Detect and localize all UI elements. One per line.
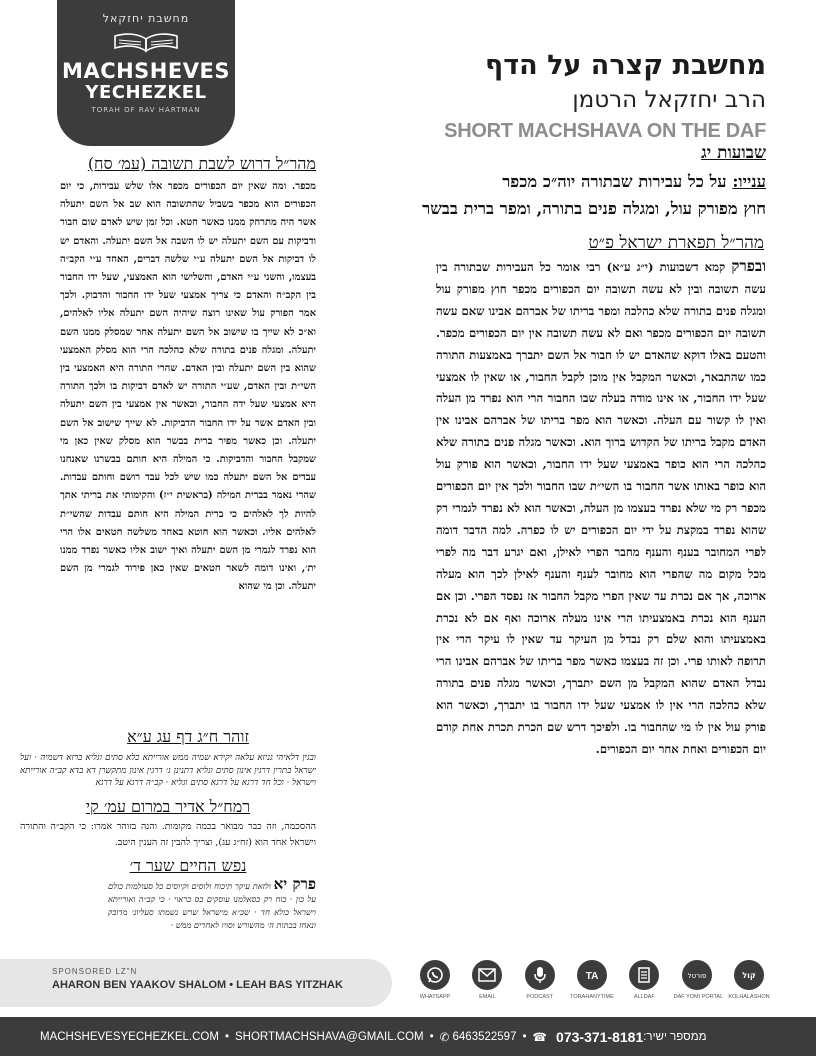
- daf-reference: שבועות יג: [701, 143, 766, 163]
- alldaf-icon: [629, 960, 659, 990]
- source-heading-maharal-drush: מהר״ל דרוש לשבת תשובה (עמ׳ סח): [87, 154, 316, 173]
- open-book-icon: [111, 31, 181, 53]
- dafyomi-portal-icon: [682, 960, 712, 990]
- link-email[interactable]: [464, 960, 510, 1012]
- svg-text:קול: קול: [742, 971, 756, 980]
- ramchal-text: ההסכמה, וזה כבר מבואר בכמה מקומות. והנה בזוהר אמרו: כי הקב״ה והתורה וישראל אחד הוא (זח״ג עג), וצריך להבין זה הענין היטב.: [20, 821, 316, 848]
- drush-text: מכפר. ומה שאין יום הכפורים מכפר אלו שלש עבירות, כי יום הכפורים הוא מכפר בשביל שהתשובה הוא שב אל השם יתעלה אשר היה מתרחק ממנו כאשר חטא. וכל זמן שיש לאדם שום חבור ודביקות עם השם יתעלה יש לו השבה אל השם יתעלה. והאדם יש לו דביקות אל השם יתעלה ע״י שלשה דברים, האחד ע״י הקב״ה בעצמו, והשני ע״י האדם, והשלישי הוא האמצעי, שעל ידו החבור בין הקב״ה והאדם כי צריך אמצעי שעל ידו החבור והדבוק. ולכך אמר הפורק עול שאינו רוצה שיהיה השם יתעלה אליו לאלהים, וא״כ לא שייך בו שישוב אל השם יתעלה אחר שמסלק ממנו השם יתעלה. ומגלה פנים בתורה שלא כהלכה הרי הוא מסלק האמצעי שהוא בין השם יתעלה ובין האדם. שהרי התורה היא האמצעי בין השי״ת ובין האדם, שע״י התורה יש לאדם דביקות בו ולכך התורה היא אמצעי שעל ידה החבור, וכאשר אין אמצעי בין השם יתעלה ובין האדם אשר על ידו החבור הדביקות. לא שייך שישוב אל השם יתעלה. וכן כאשר מפיר ברית בבשר הוא מסלק שאין כאן מי שמקבל החבור והדביקות. כי המילה היא חותם בבשרנו שאנחנו עבדים אל השם יתעלה כמו שיש לכל עבד רושם וחותם עבדות. שהרי נאמר בברית המילה (בראשית י״ז) והקימותי את בריתי אתך להיות לך לאלהים כי ברית המילה היא חותם עבדות שהשי״ת לאלהים אליו. וכאשר הוא חוטא באחד משלשה חטאים אלו הרי הוא נפרד לגמרי מן השם יתעלה ואיך ישוב אליו כאשר נפרד ממנו ית׳, ואינו דומה לשאר חטאים שאין כאן פירוד לגמרי מן השם יתעלה. וכן מי שהוא: [60, 181, 316, 593]
- svg-text:TA: TA: [585, 971, 599, 982]
- direct-number-label: ממספר ישיר:: [643, 1030, 707, 1043]
- kolhalashon-label: KOLHALASHON: [728, 994, 770, 1000]
- whatsapp-icon: [420, 960, 450, 990]
- torahanytime-icon: [577, 960, 607, 990]
- whatsapp-number[interactable]: 6463522597: [452, 1030, 517, 1043]
- whatsapp-small-icon: ✆: [439, 1031, 453, 1044]
- logo-hebrew: מחשבת יחזקאל: [102, 12, 190, 25]
- topic-block: [346, 168, 766, 222]
- topic-text-1: על כל עבירות שבתורה יוה״כ מכפר: [502, 172, 733, 191]
- footer-separator: •: [429, 1030, 434, 1043]
- logo-line-2: YECHEZKEL: [85, 82, 207, 103]
- phone-number[interactable]: 073-371-8181: [556, 1028, 644, 1045]
- dafyomi-portal-label: DAF YOMI PORTAL: [673, 994, 724, 1000]
- main-text-column: [436, 256, 766, 959]
- kolhalashon-icon: [734, 960, 764, 990]
- topic-line-2: חוץ מפורק עול, ומגלה פנים בתורה, ומפר ברית בבשר: [422, 199, 766, 218]
- zohar-text: ובגין דלאיהי גניזא עלאה יקירא שמיה ממש אורייתא כלא סתים וגליא ברזא דשמיה · ועל ישראל בתרין דרגין אינון סתים וגליא דתנינן ג׳ דרגין אינון מתקשרן דא בדא קב״ה אורייתא וישראל · וכל חד דרגא על דרגא סתים וגליא · קב״ה דרגא על דרגא: [20, 753, 316, 788]
- source-heading-maharal-tiferes: מהר״ל תפארת ישראל פ״ט: [588, 233, 764, 253]
- email-icon: [472, 960, 502, 990]
- main-text-body: קמא דשבועות (י״ג ע״א) רבי אומר כל העבירות שבתורה בין עשה תשובה ובין לא עשה תשובה יום הכפורים מכפר חוץ מפורק עול ומגלה פנים בתורה שלא כהלכה ומפר בריתו של אברהם אבינו שאם עשה תשובה יום הכפורים מכפר ואם לא עשה תשובה אין יום הכפורים מכפר. והטעם באלו דוקא שהאדם יש לו חבור אל השם יתברך באמצעות התורה כמו שהתבאר, וכאשר המקבל אין מוכן לקבל החבור, או שאין לו אמצעי שעל ידו החבור, או אינו מודה בעלה שבו החבור הרי הוא נפרד מן העלה ואין לו קשור עם העלה. וכאשר הוא מפר בריתו של אברהם אבינו אין האדם מקבל בריתו של הקדוש ברוך הוא. וכאשר מגלה פנים בתורה שלא כהלכה הרי הוא כופר באמצעי שעל ידו החבור, וכאשר הוא פורק עול הוא כופר באותו אשר החבור בו השי״ת שבו החבור ולכך אין יום הכפורים מכפר רק מי שלא נפרד בעצמו מן העלה, וכאשר הוא לא נפרד לגמרי רק שהוא נפרד במקצת על ידי יום הכפורים יש לו כפרה. למה הדבר דומה לפרי המחובר בענף והענף מחבר הפרי לאילן, ואם יגרע דבר מה לפרי מכל מקום מה שהפרי הוא מחובר לענף והענף לאילן לכך הוא מעלה ארוכה, אך אם נכרת עד שאין הפרי מקבל החבור אז נפסד הפרי. וכן אם הענף הוא נכרת באמצעיתו הרי אינו מעלה ארוכה ואף אם לא נכרת באמצעיתו והוא שלם רק נבדל מן העיקר עד שאין לו עיקר הרי אין תרופה לאותו פרי. וכן זה בעצמו כאשר מפר בריתו של אברהם אבינו הרי נבדל האדם שהוא המקבל מן השם יתברך, וכאשר מגלה פנים בתורה שלא כהלכה הרי אין לו אמצעי שעל ידו החבור בו יתברך, וכאשר הוא פורק עול אין לו מי שהחבור בו. ולפיכך דרש שם הכרת תכרת אחת קודם יום הכפורים ואחת אחר יום הכפורים.: [436, 260, 766, 756]
- podcast-icon: [525, 960, 555, 990]
- footer-separator: •: [522, 1030, 527, 1043]
- svg-text:פורטל: פורטל: [687, 972, 707, 980]
- topic-label: ענייו:: [732, 172, 766, 191]
- footer-separator: •: [224, 1030, 229, 1043]
- sponsor-banner: [0, 959, 392, 1007]
- podcast-label: PODCAST: [526, 994, 553, 1000]
- link-kolhalashon[interactable]: [726, 960, 772, 1012]
- source-heading-nefesh-hachaim: נפש החיים שער ד׳: [129, 856, 247, 875]
- link-dafyomi-portal[interactable]: [673, 960, 724, 1012]
- nefesh-hachaim-text: [108, 878, 316, 948]
- site-logo: [57, 0, 235, 146]
- platform-links: [412, 960, 772, 1012]
- lead-word: ובפרק: [731, 257, 766, 275]
- logo-line-1: MACHSHEVES: [62, 59, 230, 83]
- email-link[interactable]: SHORTMACHSHAVA@GMAIL.COM: [234, 1030, 424, 1043]
- whatsapp-label: WHATSAPP: [419, 994, 451, 1000]
- contact-footer: [0, 1017, 816, 1056]
- website-link[interactable]: MACHSHEVESYECHEZKEL.COM: [40, 1030, 219, 1043]
- nefesh-hachaim-body: ולזאת עיקר תיכוח ולוסים וקיוסים כל סעולמות כולם על כון · כוח רק כסאלמנו עוסקים כס כראוי · כי קב״ה ואורייתא וישראל כולא חד · שכ״א מישראל שרש נשמתו סעליונ׳ מדובק ונאחז בכתות ה׳ מהשורש וסויו לאחדים ממש ·: [108, 881, 316, 930]
- torahanytime-label: TORAHANYTIME: [570, 994, 614, 1000]
- rabbi-name: הרב יחזקאל הרטמן: [572, 87, 766, 113]
- page-title: מחשבת קצרה על הדף: [485, 50, 766, 81]
- link-whatsapp[interactable]: [412, 960, 458, 1012]
- alldaf-label: ALLDAF: [633, 994, 655, 1000]
- source-heading-zohar: זוהר ח״ג דף עג ע״א: [127, 727, 249, 746]
- link-podcast[interactable]: [517, 960, 563, 1012]
- perek-heading: פרק יא: [273, 878, 316, 893]
- email-label: EMAIL: [479, 994, 496, 1000]
- sponsor-label: SPONSORED LZ"N: [52, 967, 138, 976]
- kolhalashon-small-icon: ☎: [532, 1031, 551, 1044]
- sponsor-names: AHARON BEN YAAKOV SHALOM • LEAH BAS YITZHAK: [52, 979, 343, 991]
- logo-tagline: TORAH OF RAV HARTMAN: [91, 106, 201, 114]
- english-title: SHORT MACHSHAVA ON THE DAF: [444, 120, 766, 142]
- topic-line-1: [346, 168, 766, 195]
- link-alldaf[interactable]: [621, 960, 667, 1012]
- source-heading-ramchal: רמח״ל אדיר במרום עמ׳ קי: [85, 797, 251, 816]
- link-torahanytime[interactable]: [569, 960, 615, 1012]
